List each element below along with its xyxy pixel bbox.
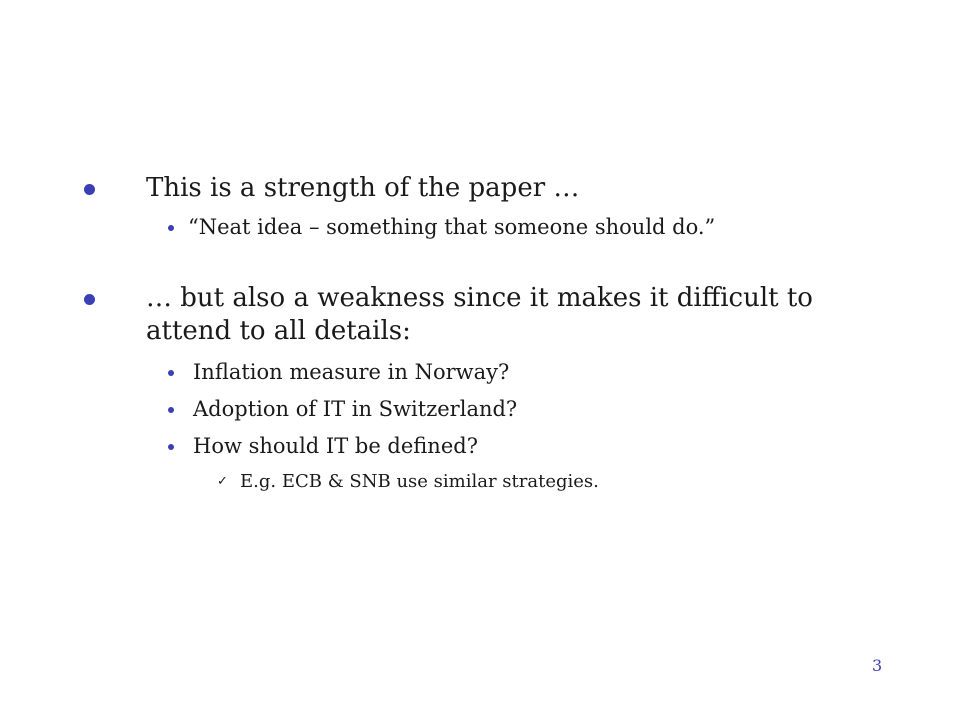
sub-sub-item-2-3-1 (217, 469, 599, 495)
sub-bullet-item-1-1-text: “Neat idea – something that someone should do.” (188, 215, 716, 239)
check-icon: ✓ (217, 474, 228, 489)
sub-bullet-dot-icon (168, 370, 174, 376)
sub-bullet-dot-icon (168, 225, 174, 231)
sub-bullet-dot-icon (168, 444, 174, 450)
sub-bullet-item-2-2-text: Adoption of IT in Switzerland? (193, 397, 518, 421)
bullet-dot-icon (84, 184, 95, 195)
sub-bullet-dot-icon (168, 407, 174, 413)
sub-bullet-item-2-1-text: Inflation measure in Norway? (193, 360, 510, 384)
sub-bullet-item-1-1 (188, 213, 715, 241)
sub-bullet-item-2-2 (193, 395, 517, 423)
bullet-item-1 (146, 172, 886, 205)
sub-bullet-item-2-3 (193, 432, 478, 460)
bullet-item-2-text: … but also a weakness since it makes it difficult to attend to all details: (146, 283, 813, 346)
bullet-dot-icon (84, 294, 95, 305)
bullet-item-1-text: This is a strength of the paper … (146, 173, 580, 203)
sub-bullet-item-2-3-text: How should IT be defined? (193, 434, 478, 458)
bullet-item-2 (146, 282, 886, 348)
page-number: 3 (872, 656, 883, 675)
sub-bullet-item-2-1 (193, 358, 509, 386)
sub-sub-item-2-3-1-text: E.g. ECB & SNB use similar strategies. (240, 471, 599, 492)
